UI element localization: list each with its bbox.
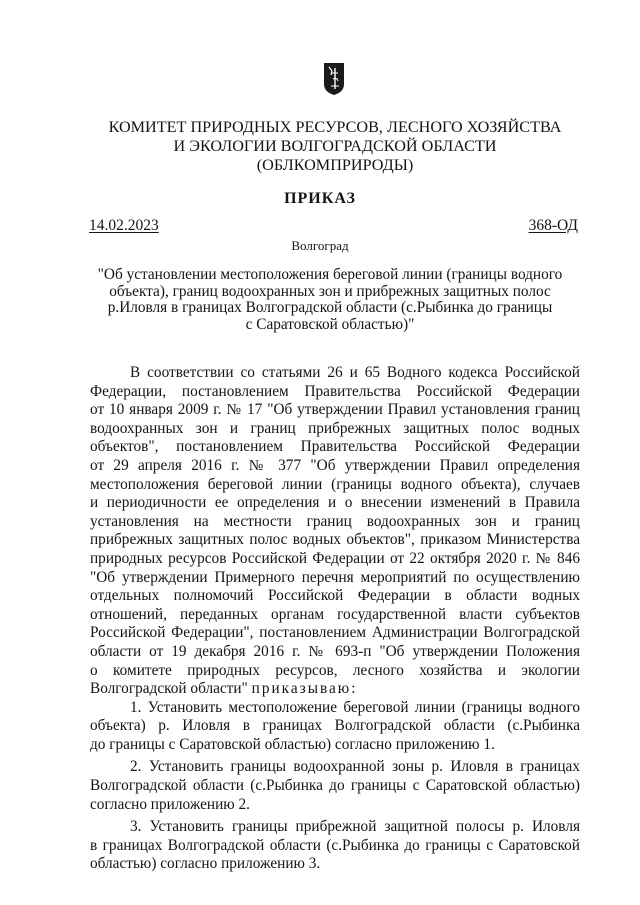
org-line: КОМИТЕТ ПРИРОДНЫХ РЕСУРСОВ, ЛЕСНОГО ХОЗЯЙСТВА — [108, 118, 562, 136]
preamble-line: Федерации, постановлением Правительства Российской Федерации — [90, 382, 580, 400]
org-line: И ЭКОЛОГИИ ВОЛГОГРАДСКОЙ ОБЛАСТИ — [173, 137, 497, 155]
preamble-line: местоположения береговой линии (границы водного объекта), случаев — [90, 475, 580, 493]
coat-of-arms-icon — [323, 62, 345, 96]
item-line: областью) согласно приложению 3. — [90, 855, 321, 873]
preamble-line: области от 19 декабря 2016 г. № 693-п "Об утверждении Положения — [90, 642, 580, 660]
preamble-line: установления на местности границ водоохранных зон и границ — [90, 512, 580, 530]
city: Волгоград — [291, 238, 349, 253]
item-line: объекта) р. Иловля в границах Волгоградской области (с.Рыбинка — [90, 717, 580, 735]
subject-line: "Об установлении местоположения береговой линии (границы водного — [97, 266, 563, 283]
decree-word: приказываю: — [251, 680, 358, 698]
order-subject — [80, 267, 580, 333]
subject-line: с Саратовской областью)" — [245, 315, 415, 333]
preamble-line: отдельных полномочий Российской Федерации в области водных — [90, 587, 580, 605]
preamble-line: от 29 апреля 2016 г. № 377 "Об утверждении Правил определения — [90, 456, 580, 474]
order-body — [90, 364, 580, 874]
preamble-line: объектов", постановлением Правительства Российской Федерации — [90, 438, 580, 456]
preamble-last-line — [90, 680, 580, 699]
item-line: в границах Волгоградской области (с.Рыбинка до границы с Саратовской — [90, 836, 580, 854]
preamble-line: прибрежных защитных полос водных объектов", приказом Министерства — [90, 531, 580, 549]
preamble-tail: Волгоградской области" — [90, 680, 248, 698]
item-line: 2. Установить границы водоохранной зоны р. Иловля в границах — [130, 758, 580, 776]
item-line: 3. Установить границы прибрежной защитной полосы р. Иловля — [130, 818, 580, 836]
preamble-line: и периодичности ее определения и о внесении изменений в Правила — [90, 494, 580, 512]
order-number: 368-ОД — [528, 217, 578, 234]
preamble-line: "Об утверждении Примерного перечня мероприятий по осуществлению — [90, 568, 580, 586]
preamble-line: отношений, переданных органам государственной власти субъектов — [90, 605, 580, 623]
item-line: согласно приложению 2. — [90, 795, 250, 813]
order-date: 14.02.2023 — [89, 217, 159, 234]
preamble-line: Российской Федерации", постановлением Администрации Волгоградской — [90, 624, 580, 642]
preamble-line: В соответствии со статьями 26 и 65 Водного кодекса Российской — [130, 364, 580, 381]
subject-line: р.Иловля в границах Волгоградской области (с.Рыбинка до границы — [107, 299, 553, 316]
item-line: до границы с Саратовской областью) согласно приложению 1. — [90, 735, 495, 753]
preamble-line: водоохранных зон и границ прибрежных защитных полос водных — [90, 419, 580, 437]
organization-name — [60, 118, 610, 175]
item-line: Волгоградской области (с.Рыбинка до границы с Саратовской областью) — [90, 777, 580, 795]
preamble-line: природных ресурсов Российской Федерации от 22 октября 2020 г. № 846 — [90, 549, 580, 567]
org-line: (ОБЛКОМПРИРОДЫ) — [256, 156, 414, 174]
preamble-line: о комитете природных ресурсов, лесного хозяйства и экологии — [90, 661, 580, 679]
document-type: ПРИКАЗ — [284, 190, 356, 207]
subject-line: объекта), границ водоохранных зон и прибрежных защитных полос — [109, 282, 551, 300]
preamble-line: от 10 января 2009 г. № 17 "Об утверждении Правил установления границ — [90, 401, 580, 419]
item-line: 1. Установить местоположение береговой линии (границы водного — [130, 698, 580, 716]
